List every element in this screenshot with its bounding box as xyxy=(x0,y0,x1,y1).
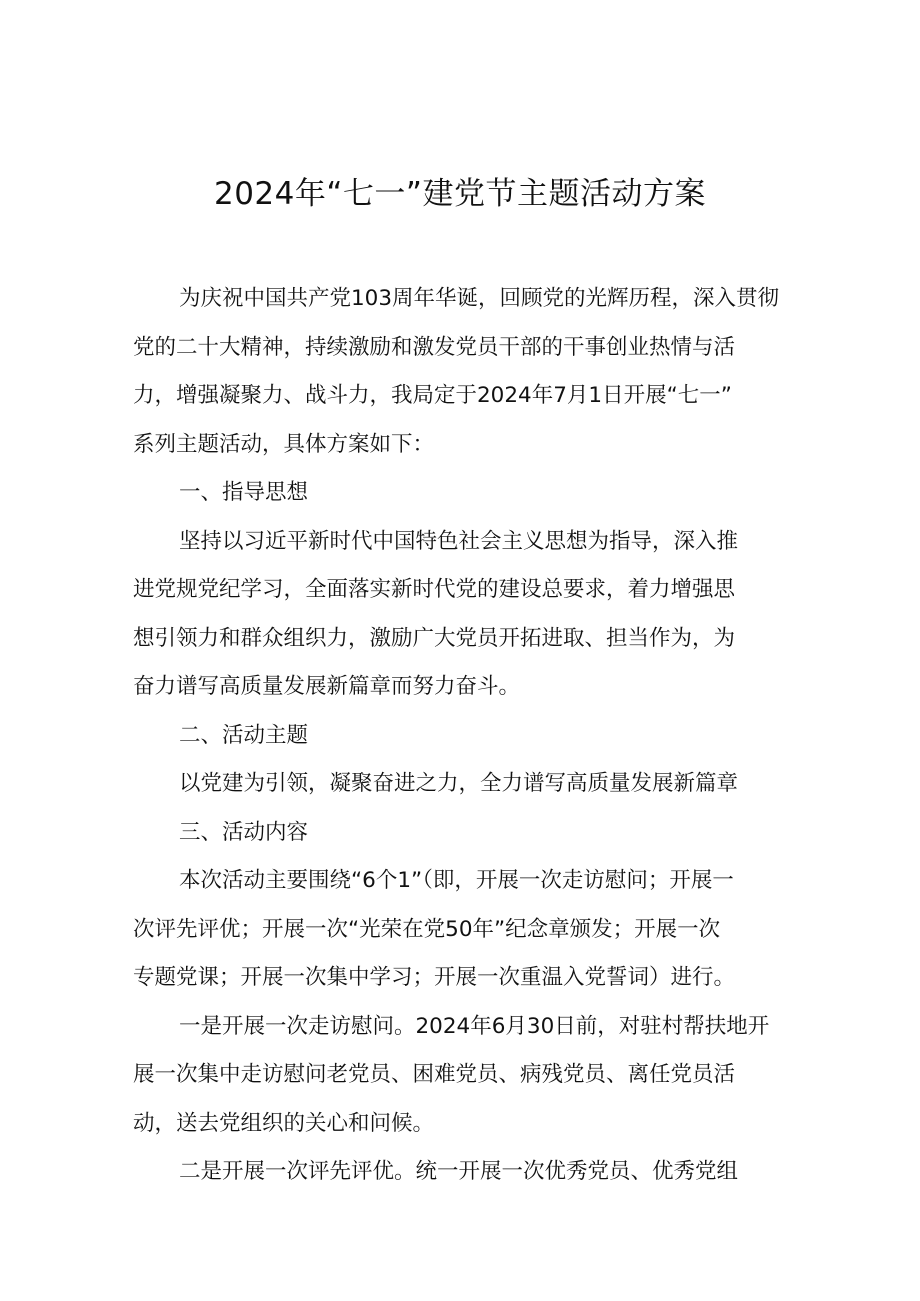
paragraph-line: 二是开展一次评先评优。统一开展一次优秀党员、优秀党组 xyxy=(179,1159,739,1184)
paragraph-line: 进党规党纪学习，全面落实新时代党的建设总要求，着力增强思 xyxy=(133,577,736,602)
paragraph-line: 一是开展一次走访慰问。2024年6月30日前，对驻村帮扶地开 xyxy=(179,1013,770,1039)
paragraph-line: 本次活动主要围绕“6个1”（即，开展一次走访慰问；开展一 xyxy=(179,868,734,893)
document-body xyxy=(133,275,793,1197)
paragraph-line: 专题党课；开展一次集中学习；开展一次重温入党誓词）进行。 xyxy=(133,965,736,990)
paragraph-line: 想引领力和群众组织力，激励广大党员开拓进取、担当作为，为 xyxy=(133,625,736,651)
paragraph-line: 为庆祝中国共产党103周年华诞，回顾党的光辉历程，深入贯彻 xyxy=(179,286,780,311)
paragraph-line: 动，送去党组织的关心和问候。 xyxy=(133,1110,435,1136)
paragraph-line: 系列主题活动，具体方案如下： xyxy=(133,431,435,457)
section-heading: 二、活动主题 xyxy=(179,722,309,748)
paragraph-line: 以党建为引领，凝聚奋进之力，全力谱写高质量发展新篇章 xyxy=(179,771,739,796)
section-heading: 一、指导思想 xyxy=(179,480,309,505)
paragraph-line: 展一次集中走访慰问老党员、困难党员、病残党员、离任党员活 xyxy=(133,1062,736,1087)
document-title: 2024年“七一”建党节主题活动方案 xyxy=(213,176,706,212)
paragraph-line: 次评先评优；开展一次“光荣在党50年”纪念章颁发；开展一次 xyxy=(133,916,721,942)
paragraph-line: 党的二十大精神，持续激励和激发党员干部的干事创业热情与活 xyxy=(133,334,736,360)
paragraph-line: 坚持以习近平新时代中国特色社会主义思想为指导，深入推 xyxy=(179,528,739,554)
paragraph-line: 奋力谱写高质量发展新篇章而努力奋斗。 xyxy=(133,674,521,699)
section-heading: 三、活动内容 xyxy=(179,819,309,845)
paragraph-line: 力，增强凝聚力、战斗力，我局定于2024年7月1日开展“七一” xyxy=(133,383,732,408)
